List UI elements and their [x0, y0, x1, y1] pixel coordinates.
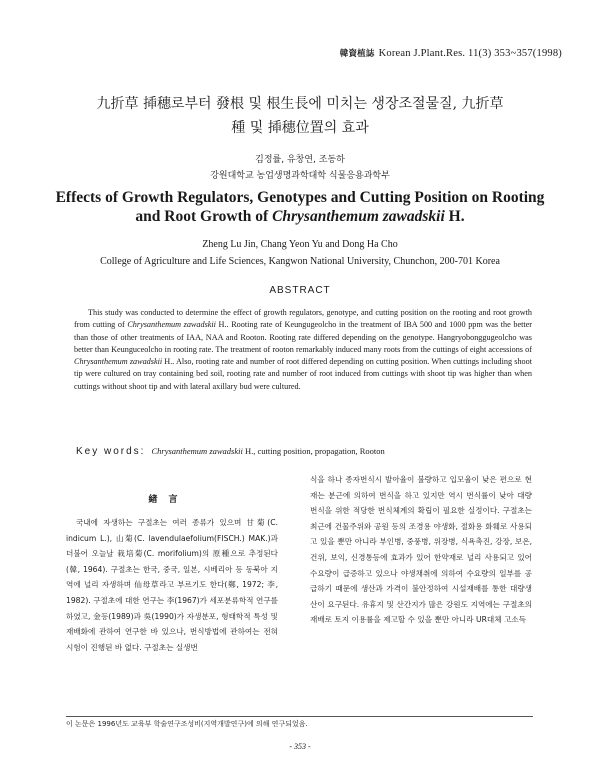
intro-left-column: [66, 515, 278, 655]
english-title-line-2: [0, 207, 600, 226]
intro-paragraph-right: 식을 하나 종자번식시 발아율이 불량하고 입모율이 낮은 편으로 현재는 분근에 의하여 번식을 하고 있지만 역시 번식률이 낮아 대량 번식을 위한 적당한 번식체계의 확립이 필요한 실정이다. 구절초는 최근에 건물주위와 공원 등의 조경용 야생화, 절화용 화훼로 사용되고 있을 뿐만 아니라 부인병, 중풍병, 위장병, 식욕촉진, 강장, 보온, 건위, 보익, 신경통등에 효과가 있어 한약재로 널리 사용되고 있어 수요량이 급증하고 있으나 야생채취에 의하여 수요량의 일부를 공급하기 때문에 생산과 가격이 불안정하여 시설재배를 통한 대량생산이 요구된다. 유휴지 및 산간지가 많은 강원도 지역에는 구절초의 재배로 토지 이용률을 제고할 수 있을 뿐만 아니라 UR대체 고소득: [310, 475, 532, 625]
english-title-species: Chrysanthemum zawadskii: [272, 208, 445, 225]
korean-authors: 김정률, 유창연, 조동하: [255, 155, 345, 165]
korean-affiliation: 강원대학교 농업생명과학대학 식물응용과학부: [210, 171, 390, 181]
abstract-text-2: H.. Rooting rate of Keungugeolcho in the treatment of IBA 500 and 1000 ppm was the better than those of other treatments of IAA, NAA and Rooton. Rooting rate differed depending on the genotype. Hangryobonggugeolcho was better than Keunguceolcho in rooting rate. The treatment of rooton remarkably induced many roots from the cuttings of eight accessions of: [74, 320, 532, 354]
english-authors: Zheng Lu Jin, Chang Yeon Yu and Dong Ha Cho: [202, 239, 398, 250]
intro-paragraph-left: 국내에 자생하는 구절초는 여러 종류가 있으며 甘菊(C. indicum L.), 山菊(C. lavendulaefolium(FISCH.) MAK.)과 더불어 오늘날 栽培菊(C. morifolium)의 原種으로 추정된다(韓, 1964). 구절초는 한국, 중국, 일본, 시베리아 등 동북아 지역에 널리 자생하며 仙母草라고 부르기도 한다(鄭, 1972; 李, 1982). 구절초에 대한 연구는 李(1967)가 세포분류학적 연구를 하였고, 金등(1989)과 吳(1990)가 자생분포, 형태학적 특성 및 재배화에 관하여 연구한 바 있으나, 번식방법에 관하여는 전혀 시험이 진행된 바 없다. 구절초는 실생번: [66, 518, 278, 652]
keywords-species: Chrysanthemum zawadskii: [151, 446, 243, 456]
abstract-species-1: Chrysanthemum zawadskii: [127, 320, 216, 330]
introduction-heading: 緖 言: [148, 495, 182, 505]
keywords-label: Key words:: [76, 446, 146, 457]
korean-title-line-1: 九折草 揷穗로부터 發根 및 根生長에 미치는 생장조절물질, 九折草: [96, 96, 504, 112]
abstract-text-3: H.. Also, rooting rate and number of root differed depending on cutting position. When cuttings including shoot tip were cultured on tray containing bed soil, rooting rate and number of root induced from cuttings with shoot tip was higher than when cuttings without shoot tip and with lateral axillary bud were cultured.: [74, 357, 532, 391]
intro-right-column: [310, 472, 532, 628]
keywords-line: [76, 446, 536, 457]
english-title: [0, 188, 600, 226]
abstract-text-1: This study was conducted to determine the effect of growth regulators, genotype, and cutting position on the rooting and root growth from cutting of: [74, 308, 532, 330]
korean-author-block: [0, 152, 600, 184]
english-title-prefix: and Root Growth of: [135, 208, 273, 225]
abstract-heading: ABSTRACT: [269, 285, 331, 296]
keywords-list: H., cutting position, propagation, Rooton: [242, 446, 385, 456]
page-number: - 353 -: [289, 742, 311, 751]
journal-korean-name: 韓資植誌: [339, 49, 375, 59]
footnote-divider: [66, 716, 533, 717]
journal-citation: Korean J.Plant.Res. 11(3) 353~357(1998): [378, 48, 562, 59]
english-title-line-1: Effects of Growth Regulators, Genotypes and Cutting Position on Rooting: [55, 189, 545, 206]
korean-title: [0, 92, 600, 140]
journal-header: [340, 47, 562, 59]
funding-footnote: 이 논문은 1996년도 교육부 학술연구조성비(지역개발연구)에 의해 연구되었음.: [66, 720, 308, 728]
korean-title-line-2: 種 및 揷穗位置의 효과: [231, 120, 369, 136]
english-affiliation: College of Agriculture and Life Sciences, Kangwon National University, Chunchon, 200-701 Korea: [100, 256, 500, 267]
abstract-body: [74, 307, 532, 393]
english-author-block: [0, 236, 600, 270]
english-title-suffix: H.: [444, 208, 465, 225]
abstract-species-2: Chrysanthemum zawadskii: [74, 357, 163, 367]
